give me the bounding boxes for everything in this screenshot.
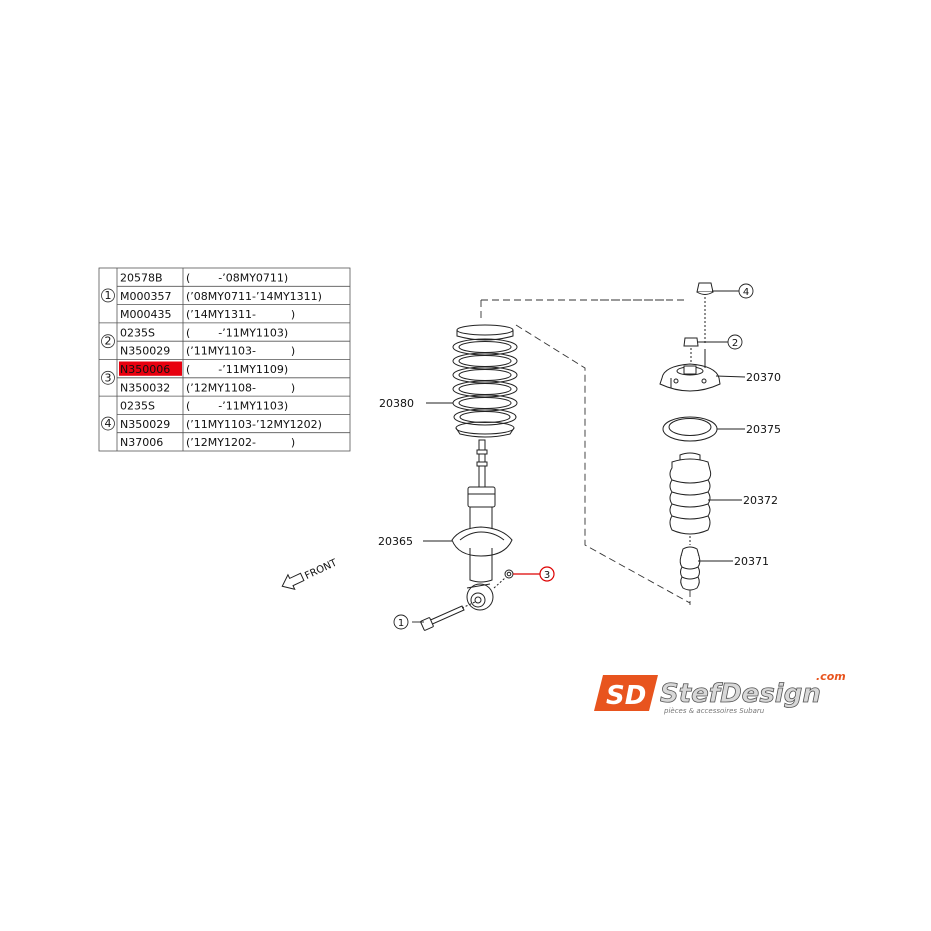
part-number: N350032 bbox=[120, 381, 171, 395]
part-number: N350006 bbox=[120, 363, 171, 376]
label-upper-mount: 20370 bbox=[746, 371, 781, 384]
callout-4 bbox=[739, 284, 753, 298]
part-number: 20578B bbox=[120, 271, 163, 285]
label-bump-stop: 20371 bbox=[734, 555, 769, 568]
label-shock-absorber: 20365 bbox=[378, 535, 413, 548]
nut-3 bbox=[494, 570, 513, 588]
part-number: M000435 bbox=[120, 308, 172, 322]
front-arrow bbox=[279, 554, 340, 594]
part-number: 0235S bbox=[120, 326, 155, 340]
model-year-range: (’14MY1311- ) bbox=[186, 308, 296, 322]
callout-2 bbox=[728, 335, 742, 349]
coil-spring bbox=[453, 325, 517, 437]
dust-boot bbox=[670, 453, 711, 545]
callout-3 bbox=[540, 567, 554, 581]
label-mount-seat: 20375 bbox=[746, 423, 781, 436]
group-ref-number: 2 bbox=[104, 334, 112, 348]
label-dust-boot: 20372 bbox=[743, 494, 778, 507]
group-ref-number: 4 bbox=[104, 417, 112, 431]
callout-1-number: 1 bbox=[397, 618, 405, 629]
part-number: N37006 bbox=[120, 436, 164, 450]
model-year-range: ( -’11MY1103) bbox=[186, 399, 289, 413]
part-number: M000357 bbox=[120, 289, 172, 303]
shock-absorber bbox=[452, 440, 512, 610]
logo-mark-text: SD bbox=[606, 681, 647, 711]
part-number: N350029 bbox=[120, 344, 171, 358]
logo-tagline: pièces & accessoires Subaru bbox=[664, 707, 765, 715]
part-number: N350029 bbox=[120, 417, 171, 431]
group-ref-number: 1 bbox=[104, 288, 112, 302]
callout-4-number: 4 bbox=[742, 287, 750, 298]
label-coil-spring: 20380 bbox=[379, 397, 414, 410]
logo-name: StefDesign bbox=[660, 679, 821, 709]
logo-domain: .com bbox=[816, 670, 846, 683]
parts-table bbox=[99, 268, 350, 451]
model-year-range: ( -’11MY1103) bbox=[186, 326, 289, 340]
mount-seat bbox=[663, 417, 717, 441]
bump-stop bbox=[680, 547, 700, 590]
model-year-range: (’12MY1202- ) bbox=[186, 436, 296, 450]
callout-2-number: 2 bbox=[731, 338, 739, 349]
model-year-range: (’12MY1108- ) bbox=[186, 381, 296, 395]
model-year-range: (’11MY1103-’12MY1202) bbox=[186, 417, 322, 431]
model-year-range: (’08MY0711-’14MY1311) bbox=[186, 289, 322, 303]
front-arrow-label: FRONT bbox=[303, 557, 339, 583]
model-year-range: ( -’08MY0711) bbox=[186, 271, 289, 285]
nut-2 bbox=[684, 338, 698, 365]
group-ref-number: 3 bbox=[104, 371, 112, 385]
bolt-1 bbox=[420, 602, 475, 631]
model-year-range: ( -’11MY1109) bbox=[186, 363, 289, 376]
part-number: 0235S bbox=[120, 399, 155, 413]
upper-mount bbox=[660, 349, 720, 391]
callout-1 bbox=[394, 615, 408, 629]
stefdesign-logo bbox=[594, 670, 846, 715]
callout-3-number: 3 bbox=[543, 570, 551, 581]
model-year-range: (’11MY1103- ) bbox=[186, 344, 296, 358]
assembly-outline bbox=[481, 300, 690, 605]
top-nut-4 bbox=[697, 283, 713, 345]
